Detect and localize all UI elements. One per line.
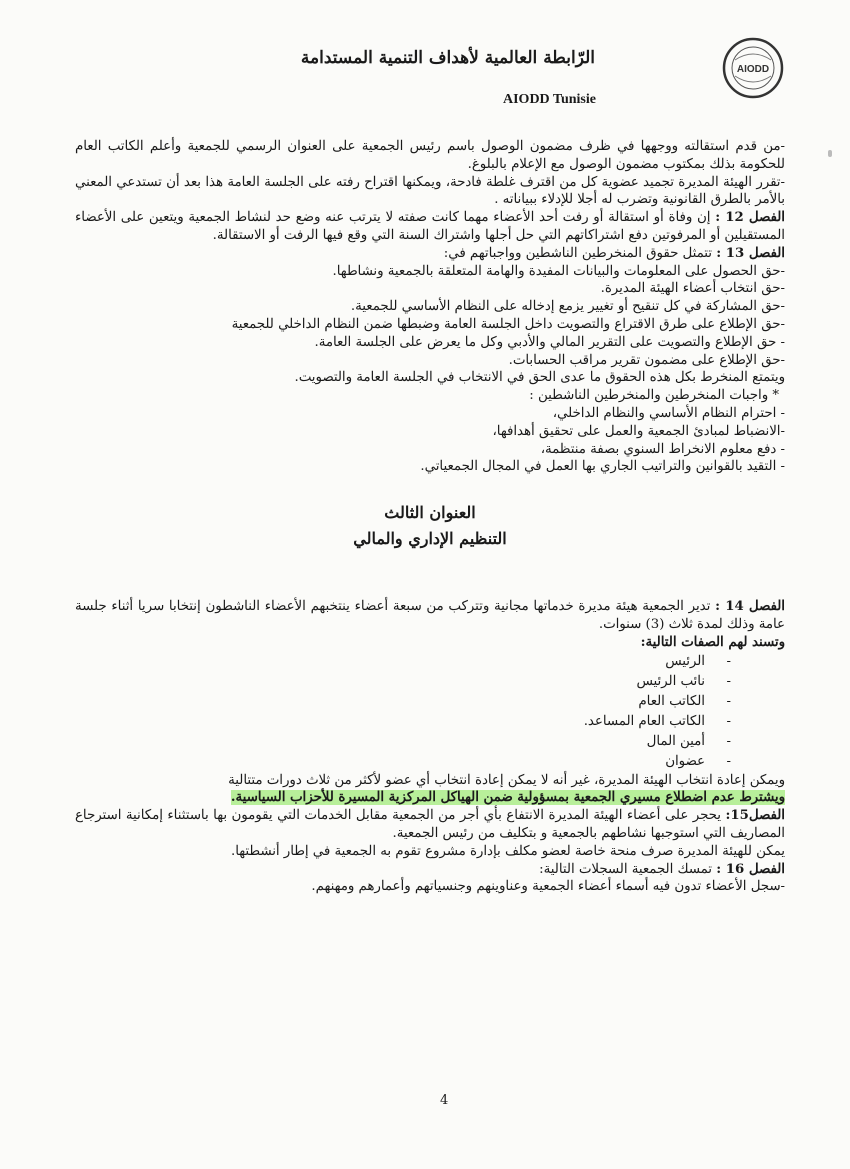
duties-list	[75, 405, 785, 476]
resignation-paragraph: -من قدم استقالته ووجهها في ظرف مضمون الوصول باسم رئيس الجمعية على العنوان الرسمي للجمعية وأعلم الكاتب العام للحكومة بذلك بمكتوب مضمون الوصول مع الإعلام بالبلوغ.	[75, 139, 785, 172]
article-16-label: الفصل 16 :	[716, 861, 785, 877]
document-body	[75, 138, 785, 896]
list-item: -حق انتخاب أعضاء الهيئة المديرة.	[600, 281, 785, 297]
article-12-label: الفصل 12 :	[715, 210, 785, 226]
list-item: - الرئيس	[75, 652, 705, 672]
article-14-label: الفصل 14 :	[715, 599, 785, 615]
list-item: - نائب الرئيس	[75, 672, 705, 692]
svg-text:AIODD: AIODD	[736, 64, 770, 75]
rights-list	[75, 263, 785, 370]
section-title: العنوان الثالث	[384, 503, 476, 523]
organization-subtitle: AIODD Tunisie	[503, 92, 596, 107]
reelection-paragraph: ويمكن إعادة انتخاب الهيئة المديرة، غير أنه لا يمكن إعادة انتخاب أي عضو لأكثر من ثلاث دورات متتالية	[228, 772, 785, 788]
grant-paragraph: يمكن للهيئة المديرة صرف منحة خاصة لعضو مكلف بإدارة مشروع تقوم به الجمعية في إطار أنشطتها.	[231, 843, 785, 859]
list-item: -حق الإطلاع على طرق الاقتراع والتصويت داخل الجلسة العامة وضبطها ضمن النظام الداخلي للجمعية	[231, 316, 785, 332]
suspension-paragraph: -تقرر الهيئة المديرة تجميد عضوية كل من اقترف غلطة فادحة، ويمكنها اقتراح رفته على الجلسة العامة هذا بعد أن تستدعي المعني بالأمر بالطرق القانونية وتضرب له أجلا للإدلاء ببياناته .	[75, 174, 785, 208]
supporter-note: ويتمتع المنخرط بكل هذه الحقوق ما عدى الحق في الانتخاب في الجلسة العامة والتصويت.	[294, 370, 785, 386]
organization-title: الرّابطة العالمية لأهداف التنمية المستدامة	[300, 48, 595, 68]
duties-title: * واجبات المنخرطين والمنخرطين الناشطين :	[529, 388, 779, 404]
article-16-text: تمسك الجمعية السجلات التالية:	[539, 861, 712, 877]
article-16	[75, 861, 785, 879]
article-15-label: الفصل15:	[725, 808, 785, 824]
list-item: -الانضباط لمبادئ الجمعية والعمل على تحقيق أهدافها،	[492, 423, 785, 439]
article-14-text: تدير الجمعية هيئة مديرة خدماتها مجانية وتتركب من سبعة أعضاء ينتخبهم الأعضاء الناشطون إنتخابا سريا أثناء جلسة عامة وذلك لمدة ثلاث (3) سنوات.	[75, 599, 785, 632]
article-15	[75, 807, 785, 843]
list-item: - احترام النظام الأساسي والنظام الداخلي،	[552, 405, 785, 421]
list-item: - عضوان	[75, 752, 705, 772]
roles-title: وتسند لهم الصفات التالية:	[640, 634, 785, 650]
list-item: - الكاتب العام المساعد.	[75, 712, 705, 732]
article-13-label: الفصل 13 :	[716, 245, 785, 261]
list-item: - أمين المال	[75, 732, 705, 752]
article-13	[75, 245, 785, 263]
list-item: -حق المشاركة في كل تنقيح أو تغيير يزمع إدخاله على النظام الأساسي للجمعية.	[350, 299, 785, 315]
members-register-item: -سجل الأعضاء تدون فيه أسماء أعضاء الجمعية وعناوينهم وجنسياتهم وأعمارهم ومهنهم.	[311, 879, 785, 895]
condition-paragraph	[75, 789, 785, 807]
highlighted-condition: ويشترط عدم اضطلاع مسيري الجمعية بمسؤولية ضمن الهياكل المركزية المسيرة للأحزاب السياسية.	[230, 790, 785, 806]
article-12	[75, 209, 785, 245]
list-item: - حق الإطلاع والتصويت على التقرير المالي والأدبي وكل ما يعرض على الجلسة العامة.	[314, 334, 785, 350]
article-13-text: تتمثل حقوق المنخرطين الناشطين وواجباتهم في:	[443, 245, 712, 261]
list-item: -حق الحصول على المعلومات والبيانات المفيدة والهامة المتعلقة بالجمعية ونشاطها.	[332, 263, 785, 279]
roles-list	[75, 652, 745, 772]
scan-mark	[828, 150, 832, 157]
list-item: - الكاتب العام	[75, 692, 705, 712]
list-item: - التقيد بالقوانين والتراتيب الجاري بها العمل في المجال الجمعياتي.	[420, 459, 785, 475]
article-14	[75, 598, 785, 634]
aiodd-logo	[721, 36, 785, 100]
page-number: 4	[440, 1093, 449, 1108]
article-12-text: إن وفاة أو استقالة أو رفت أحد الأعضاء مهما كانت صفته لا يترتب عنه وضع حد لنشاط الجمعية ويتعين على الأعضاء المستقيلين أو المرفوتين دفع اشتراكاتهم التي حل أجلها واشتراك السنة التي وقع فيها الرفت أو الاستقالة.	[75, 210, 785, 243]
list-item: - دفع معلوم الانخراط السنوي بصفة منتظمة،	[540, 441, 785, 457]
list-item: -حق الإطلاع على مضمون تقرير مراقب الحسابات.	[508, 352, 785, 368]
section-subtitle: التنظيم الإداري والمالي	[353, 529, 507, 549]
article-15-text: يحجر على أعضاء الهيئة المديرة الانتفاع بأي أجر من الجمعية مقابل الخدمات التي يقومون بها باستثناء إمكانية استرجاع المصاريف التي استوجبها نشاطهم بالجمعية و بتكليف من رئيس الجمعية.	[75, 808, 785, 841]
